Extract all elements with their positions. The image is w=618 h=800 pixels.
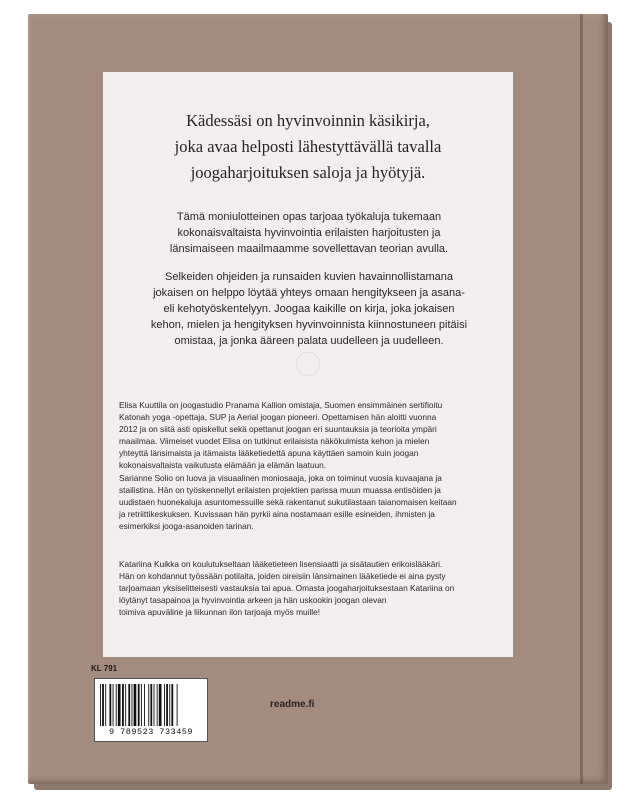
intro-line: joogaharjoituksen saloja ja hyötyjä. <box>190 163 426 182</box>
barcode-bar <box>171 684 173 726</box>
publisher-logo: readme.fi <box>270 699 315 710</box>
text-line: Katariina Kuikka on koulutukseltaan lääketieteen lisensiaatti ja sisätautien erikoislääkäri. <box>119 559 443 569</box>
barcode-bar <box>134 684 137 726</box>
barcode-bar <box>164 684 165 726</box>
text-line: löytänyt tasapainoa ja hyvinvointia arkeen ja hän uskookin joogan olevan <box>119 595 387 606</box>
text-line: Elisa Kuuttila on joogastudio Pranama Kallion omistaja, Suomen ensimmäinen sertifioitu <box>119 400 443 410</box>
barcode-bar <box>125 684 126 726</box>
barcode-bar <box>118 684 121 726</box>
barcode-bar <box>128 684 130 726</box>
text-line: 2012 ja on siitä asti opiskellut sekä opettanut joogan eri suuntauksia ja teorioita ympäri <box>119 424 437 435</box>
author-bio-sarianne <box>119 472 499 532</box>
barcode-bar <box>148 684 149 726</box>
barcode-bar <box>159 684 162 726</box>
text-line: Katonah yoga -opettaja, SUP ja Aerial joogan pioneeri. Opettamisen hän aloitti vuonna <box>119 412 437 423</box>
text-line: maailmaa. Viimeiset vuodet Elisa on tutkinut erilaisista näkökulmista kehon ja mielen <box>119 436 430 447</box>
barcode-bar <box>150 684 152 726</box>
intro-line: Kädessäsi on hyvinvoinnin käsikirja, <box>186 111 430 130</box>
barcode-bar <box>109 684 111 726</box>
text-line: yhteyttä länsimaista ja itämaista lääketiedettä apuna käyttäen samoin kuin joogan <box>119 448 419 459</box>
text-line: Hän on kohdannut työssään potilaita, joiden oireisiin länsimainen lääketiede ei aina pysty <box>119 571 446 582</box>
barcode-bar <box>138 684 140 726</box>
barcode-bar <box>141 684 142 726</box>
text-line: Tämä moniulotteinen opas tarjoaa työkaluja tukemaan <box>176 211 442 223</box>
barcode-bar <box>132 684 133 726</box>
barcode-bar <box>157 684 158 726</box>
text-line: toimiva apuväline ja liikunnan ilon tarjoaja myös muille! <box>119 607 321 618</box>
barcode-bar <box>100 684 101 726</box>
barcode-bar <box>102 684 104 726</box>
text-line: länsimaiseen maailmaamme sovellettavan teorian avulla. <box>169 243 449 255</box>
barcode-bar <box>122 684 124 726</box>
text-line: jokaisen on helppo löytää yhteys omaan hengitykseen ja asana- <box>153 287 465 299</box>
description-paragraph-1 <box>121 209 497 257</box>
text-line: uudistaen huonekaluja asuntomessuille sekä rakentanut sukutilastaan taianomaisen keitaan <box>119 497 457 508</box>
text-line: Sarianne Solio on luova ja visuaalinen moniosaaja, joka on toiminut vuosia kuvaajana ja <box>119 473 442 483</box>
barcode-bar <box>166 684 168 726</box>
isbn-number: 9 789523 733459 <box>108 727 193 737</box>
author-bio-elisa <box>119 399 499 472</box>
intro-heading <box>103 108 513 186</box>
text-line: kokonaisvaltaista vaikutusta elämään ja elämän laatuun. <box>119 460 327 471</box>
author-bio-katariina <box>119 558 499 618</box>
text-line: ja retriittikeskuksen. Kuvissaan hän pyrkii aina nostamaan esille esineiden, ihmisten ja <box>119 509 435 520</box>
barcode-bar <box>169 684 170 726</box>
text-line: esimerkiksi jooga-asanoiden tarinan. <box>119 521 254 532</box>
text-line: stailistina. Hän on työskennellyt erilaisten projektien parissa muun muassa entisöiden ja <box>119 485 441 496</box>
barcode-bar <box>177 684 178 726</box>
text-line: kokonaisvaltaista hyvinvointia erilaisten harjoitusten ja <box>177 227 441 239</box>
spine-hinge <box>580 14 583 784</box>
ornament-circle <box>296 352 320 376</box>
barcode-bars <box>100 684 200 726</box>
barcode-bar <box>113 684 114 726</box>
barcode-bar <box>105 684 106 726</box>
barcode-bar <box>144 684 145 726</box>
intro-line: joka avaa helposti lähestyttävällä tavalla <box>174 137 442 156</box>
text-line: tarjoamaan yksiselitteisesti vastauksia tai apua. Omasta joogaharjoituksestaan Katariina on <box>119 583 455 594</box>
text-line: kehon, mielen ja hengityksen hyvinvoinnista kiinnostuneen pitäisi <box>150 319 468 331</box>
barcode-bar <box>116 684 117 726</box>
text-line: omistaa, ja jonka ääreen palata uudelleen ja uudelleen. <box>174 335 444 347</box>
text-panel <box>103 72 513 657</box>
text-line: Selkeiden ohjeiden ja runsaiden kuvien havainnollistamana <box>164 271 454 283</box>
text-line: eli kehotyöskentelyyn. Joogaa kaikille on kirja, joka jokaisen <box>163 303 455 315</box>
barcode-bar <box>154 684 155 726</box>
library-classification: KL 791 <box>91 664 118 673</box>
description-paragraph-2 <box>121 269 497 349</box>
